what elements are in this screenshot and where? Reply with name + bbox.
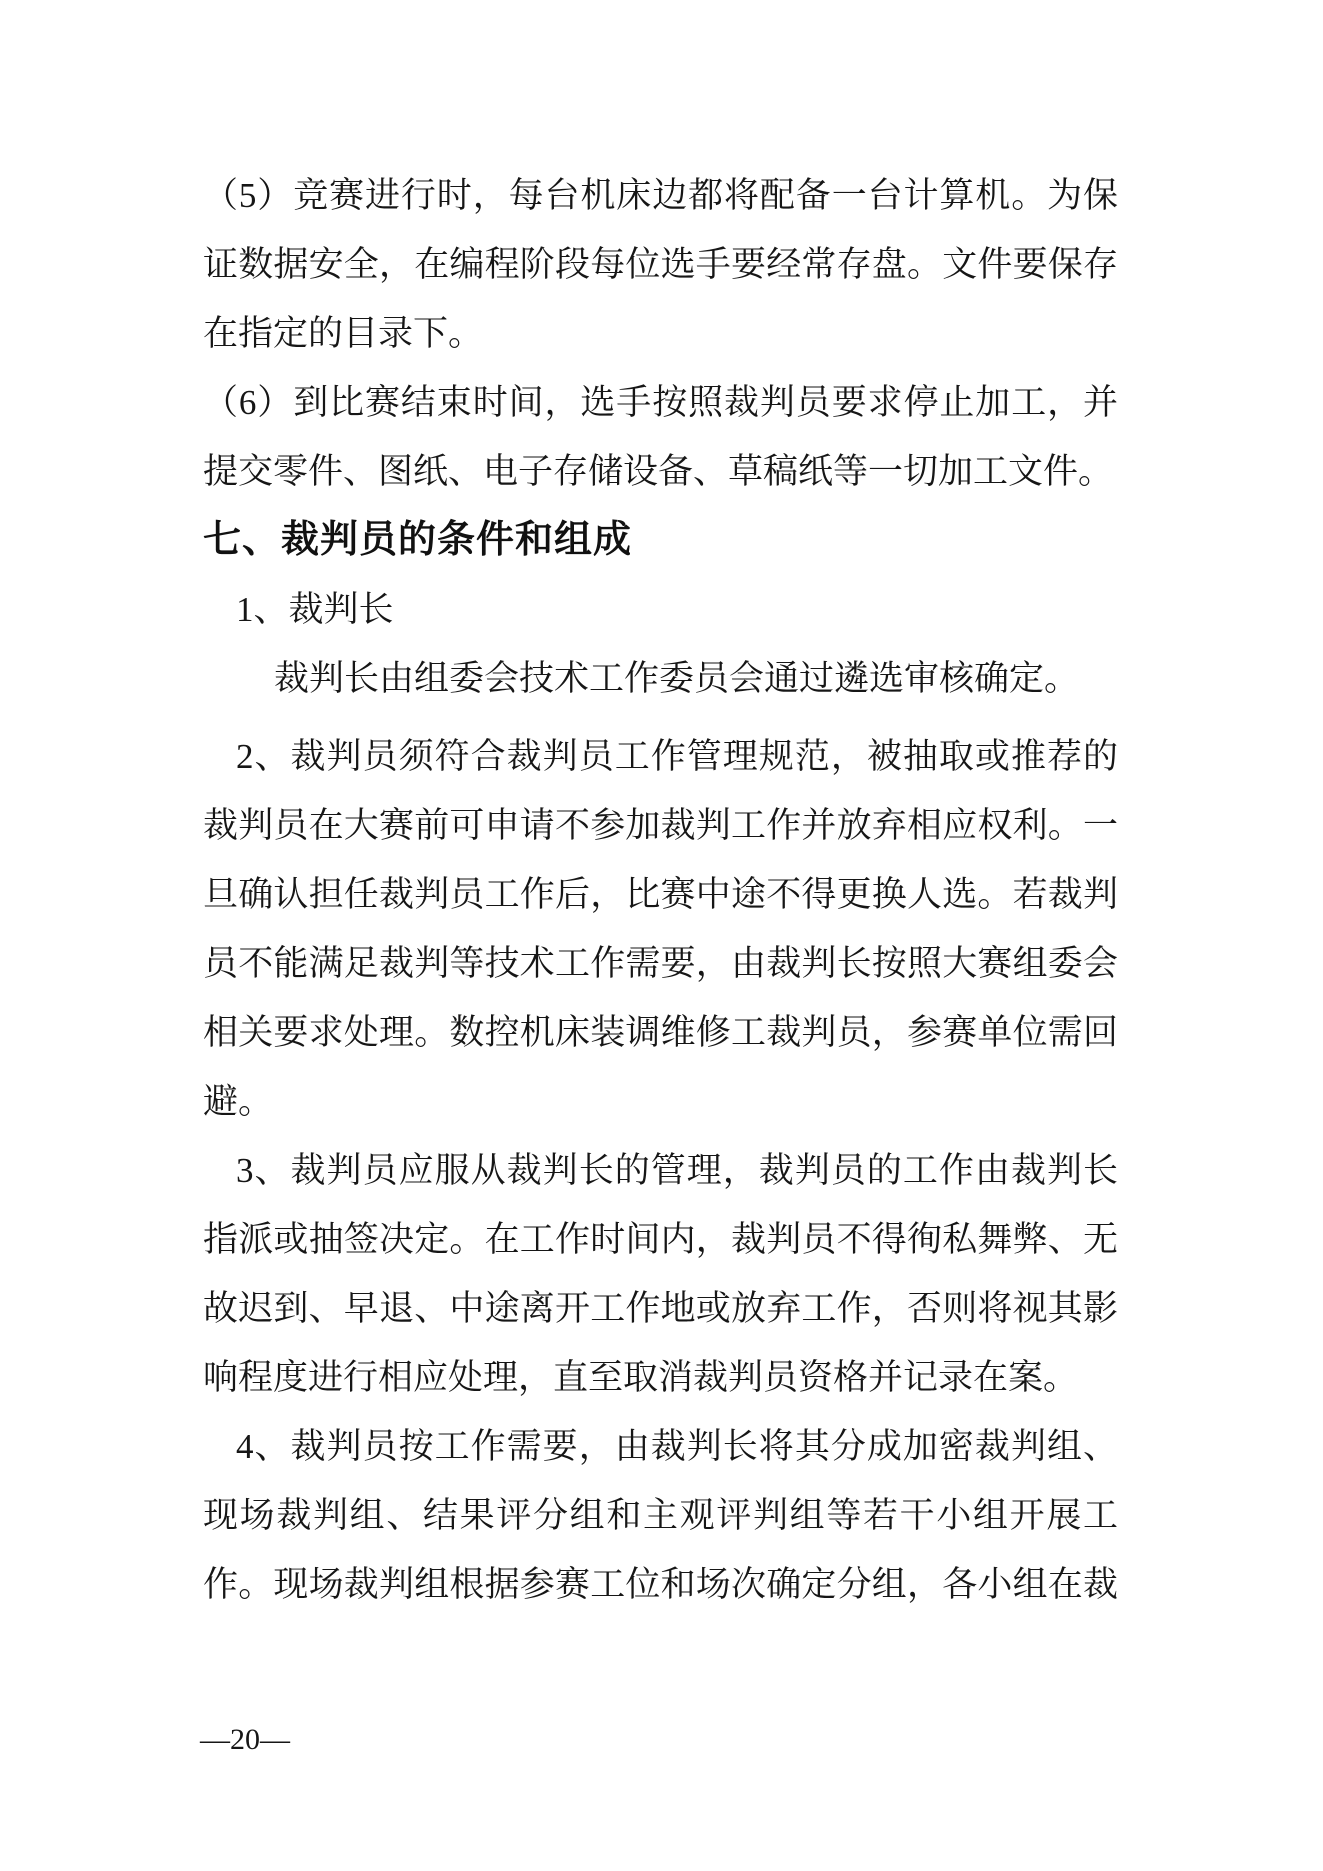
text-line: 裁判员在大赛前可申请不参加裁判工作并放弃相应权利。一 [203,806,1118,845]
text-line: 员不能满足裁判等技术工作需要，由裁判长按照大赛组委会 [203,944,1118,983]
page-number: —20— [200,1723,290,1756]
text-line: 证数据安全，在编程阶段每位选手要经常存盘。文件要保存 [203,245,1118,284]
text-line: 2、裁判员须符合裁判员工作管理规范，被抽取或推荐的 [236,737,1118,776]
section-heading: 七、裁判员的条件和组成 [203,519,633,561]
text-line: 1、裁判长 [236,590,394,629]
text-line: 4、裁判员按工作需要，由裁判长将其分成加密裁判组、 [236,1427,1118,1466]
text-line: （6）到比赛结束时间，选手按照裁判员要求停止加工，并 [203,383,1118,422]
text-line: 作。现场裁判组根据参赛工位和场次确定分组，各小组在裁 [203,1565,1118,1604]
text-line: 在指定的目录下。 [203,314,484,353]
text-line: 现场裁判组、结果评分组和主观评判组等若干小组开展工 [203,1496,1118,1535]
text-line: 裁判长由组委会技术工作委员会通过遴选审核确定。 [274,659,1080,698]
text-line: 3、裁判员应服从裁判长的管理，裁判员的工作由裁判长 [236,1151,1118,1190]
document-body [203,161,1118,1619]
text-line: 响程度进行相应处理，直至取消裁判员资格并记录在案。 [203,1358,1079,1397]
text-line: 相关要求处理。数控机床装调维修工裁判员，参赛单位需回 [203,1013,1118,1052]
text-line: 故迟到、早退、中途离开工作地或放弃工作，否则将视其影 [203,1289,1118,1328]
text-line: 避。 [203,1082,274,1121]
text-line: 提交零件、图纸、电子存储设备、草稿纸等一切加工文件。 [203,452,1114,491]
text-line: 指派或抽签决定。在工作时间内，裁判员不得徇私舞弊、无 [203,1220,1118,1259]
text-line: 旦确认担任裁判员工作后，比赛中途不得更换人选。若裁判 [203,875,1118,914]
text-line: （5）竞赛进行时，每台机床边都将配备一台计算机。为保 [203,176,1118,215]
